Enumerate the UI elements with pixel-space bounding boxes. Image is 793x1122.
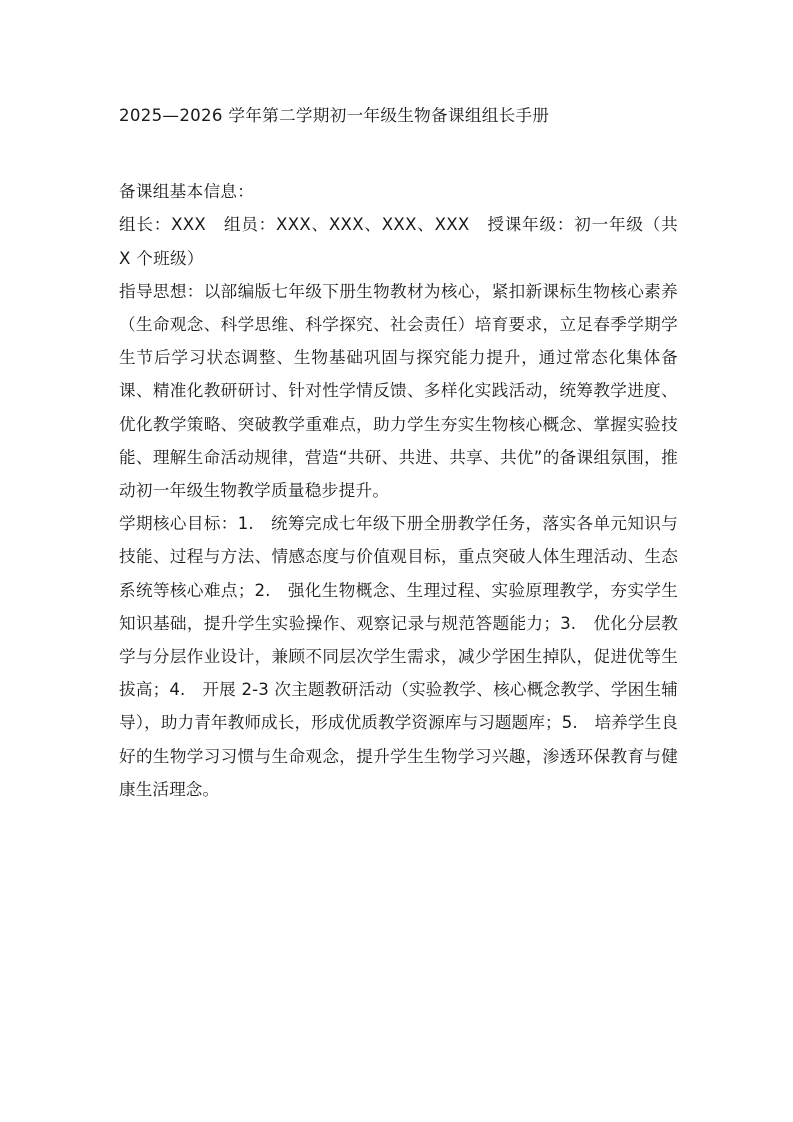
- document-body: [119, 99, 678, 806]
- section-heading: 备课组基本信息：: [119, 182, 255, 202]
- document-title: 2025—2026 学年第二学期初一年级生物备课组组长手册: [119, 106, 550, 125]
- title-spacer: [119, 132, 678, 175]
- guiding-thought-paragraph: 指导思想：以部编版七年级下册生物教材为核心，紧扣新课标生物核心素养（生命观念、科学思维、科学探究、社会责任）培育要求，立足春季学期学生节后学习状态调整、生物基础巩固与探究能力提升，通过常态化集体备课、精准化教研研讨、针对性学情反馈、多样化实践活动，统筹教学进度、优化教学策略、突破教学重难点，助力学生夯实生物核心概念、掌握实验技能、理解生命活动规律，营造“共研、共进、共享、共优”的备课组氛围，推动初一年级生物教学质量稳步提升。: [119, 281, 678, 501]
- core-goals-paragraph: 学期核心目标：1. 统筹完成七年级下册全册教学任务，落实各单元知识与技能、过程与方法、情感态度与价值观目标，重点突破人体生理活动、生态系统等核心难点；2. 强化生物概念、生理过程、实验原理教学，夯实学生知识基础，提升学生实验操作、观察记录与规范答题能力；3. 优化分层教学与分层作业设计，兼顾不同层次学生需求，减少学困生掉队，促进优等生拔高；4. 开展 2-3 次主题教研活动（实验教学、核心概念教学、学困生辅导），助力青年教师成长，形成优质教学资源库与习题题库；5. 培养学生良好的生物学习习惯与生命观念，提升学生生物学习兴趣，渗透环保教育与健康生活理念。: [119, 514, 678, 799]
- member-info-paragraph: 组长：XXX 组员：XXX、XXX、XXX、XXX 授课年级：初一年级（共 X 个班级）: [119, 215, 678, 268]
